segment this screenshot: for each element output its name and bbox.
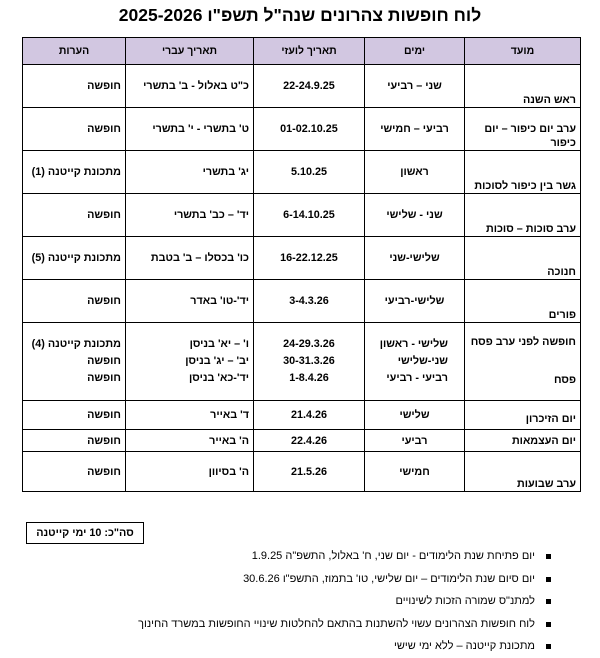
table-row — [23, 65, 581, 108]
table-row — [23, 280, 581, 323]
cell-notes: חופשה — [23, 452, 126, 492]
cell-moed: יום העצמאות — [465, 430, 581, 452]
summary-box: סה"כ: 10 ימי קייטנה — [26, 522, 144, 544]
bullet-icon — [546, 644, 551, 649]
cell-hebrew: כ"ט באלול - ב' בתשרי — [126, 65, 254, 108]
cell-notes: מתכונת קייטנה (5) — [23, 237, 126, 280]
cell-gregorian: 21.5.26 — [254, 452, 365, 492]
cell-days: ראשון — [365, 151, 465, 194]
cell-moed: יום הזיכרון — [465, 401, 581, 430]
cell-moed: גשר בין כיפור לסוכות — [465, 151, 581, 194]
list-item — [0, 545, 553, 568]
header-gregorian: תאריך לועזי — [254, 38, 365, 65]
list-item — [0, 635, 553, 658]
bullet-icon — [546, 554, 551, 559]
header-notes: הערות — [23, 38, 126, 65]
cell-line: 30-31.3.26 — [283, 355, 335, 367]
list-item-text: מתכונת קייטנה – ללא ימי שישי — [394, 640, 535, 652]
cell-line: 1-8.4.26 — [289, 372, 329, 384]
table-row — [23, 401, 581, 430]
cell-line: רביעי - רביעי — [386, 372, 448, 384]
cell-hebrew: יד' – כב' בתשרי — [126, 194, 254, 237]
cell-line: יב' – יג' בניסן — [185, 355, 249, 367]
cell-line: חופשה — [87, 355, 121, 367]
cell-hebrew: יד'-טו' באדר — [126, 280, 254, 323]
cell-moed: ערב סוכות – סוכות — [465, 194, 581, 237]
table-row-passover — [23, 323, 581, 401]
cell-line: שני-שלישי — [397, 355, 448, 367]
table-row — [23, 151, 581, 194]
cell-line: שלישי - ראשון — [379, 338, 448, 350]
cell-days: שלישי-רביעי — [365, 280, 465, 323]
cell-moed: ערב יום כיפור – יום כיפור — [465, 108, 581, 151]
table-row — [23, 108, 581, 151]
cell-line: ו' – יא' בניסן — [189, 338, 249, 350]
cell-gregorian — [254, 323, 365, 401]
cell-notes: חופשה — [23, 280, 126, 323]
cell-line: פסח — [553, 374, 576, 386]
cell-line: חופשה — [87, 372, 121, 384]
cell-line: 24-29.3.26 — [283, 338, 335, 350]
cell-gregorian: 22.4.26 — [254, 430, 365, 452]
cell-notes: חופשה — [23, 194, 126, 237]
cell-days: שני - שלישי — [365, 194, 465, 237]
cell-line: יד'-כא' בניסן — [188, 372, 249, 384]
list-item — [0, 590, 553, 613]
header-days: ימים — [365, 38, 465, 65]
list-item — [0, 613, 553, 636]
list-item — [0, 568, 553, 591]
header-moed: מועד — [465, 38, 581, 65]
table-row — [23, 237, 581, 280]
cell-moed: פורים — [465, 280, 581, 323]
page-title: לוח חופשות צהרונים שנה"ל תשפ"ו 2025-2026 — [118, 5, 482, 25]
bullet-icon — [546, 577, 551, 582]
cell-hebrew: ד' באייר — [126, 401, 254, 430]
table-header-row — [23, 38, 581, 65]
bullet-icon — [546, 599, 551, 604]
cell-moed — [465, 323, 581, 401]
cell-hebrew — [126, 323, 254, 401]
cell-hebrew: ה' בסיוון — [126, 452, 254, 492]
cell-gregorian: 22-24.9.25 — [254, 65, 365, 108]
cell-notes: מתכונת קייטנה (1) — [23, 151, 126, 194]
list-item-text: יום סיום שנת הלימודים – יום שלישי, טו' בתמוז, התשפ"ו 30.6.26 — [243, 572, 535, 585]
list-item-text: למתנ"ס שמורה הזכות לשינויים — [395, 595, 535, 607]
notes-list — [0, 545, 553, 658]
cell-days: שלישי — [365, 401, 465, 430]
list-item-text: לוח חופשות הצהרונים עשוי להשתנות בהתאם להחלטות שינויי החופשות במשרד החינוך — [138, 617, 535, 630]
cell-days — [365, 323, 465, 401]
cell-notes: חופשה — [23, 108, 126, 151]
table-row — [23, 430, 581, 452]
list-item-text: יום פתיחת שנת הלימודים - יום שני, ח' באלול, התשפ"ה 1.9.25 — [251, 550, 535, 562]
cell-gregorian: 01-02.10.25 — [254, 108, 365, 151]
cell-gregorian: 3-4.3.26 — [254, 280, 365, 323]
cell-notes: חופשה — [23, 401, 126, 430]
cell-notes: חופשה — [23, 430, 126, 452]
cell-days: רביעי – חמישי — [365, 108, 465, 151]
cell-hebrew: ט' בתשרי - י' בתשרי — [126, 108, 254, 151]
header-hebrew: תאריך עברי — [126, 38, 254, 65]
cell-hebrew: ה' באייר — [126, 430, 254, 452]
cell-moed: ראש השנה — [465, 65, 581, 108]
cell-line: חופשה לפני ערב פסח — [470, 336, 576, 348]
cell-days: שני – רביעי — [365, 65, 465, 108]
cell-moed: חנוכה — [465, 237, 581, 280]
cell-gregorian: 5.10.25 — [254, 151, 365, 194]
cell-days: שלישי-שני — [365, 237, 465, 280]
cell-line: מתכונת קייטנה (4) — [31, 338, 121, 350]
cell-days: רביעי — [365, 430, 465, 452]
cell-notes: חופשה — [23, 65, 126, 108]
table-row — [23, 452, 581, 492]
cell-line — [469, 352, 576, 371]
cell-notes — [23, 323, 126, 401]
cell-gregorian: 16-22.12.25 — [254, 237, 365, 280]
cell-gregorian: 6-14.10.25 — [254, 194, 365, 237]
cell-days: חמישי — [365, 452, 465, 492]
cell-moed: ערב שבועות — [465, 452, 581, 492]
holiday-table — [22, 37, 581, 492]
cell-gregorian: 21.4.26 — [254, 401, 365, 430]
table-row — [23, 194, 581, 237]
bullet-icon — [546, 622, 551, 627]
cell-hebrew: כו' בכסלו – ב' בטבת — [126, 237, 254, 280]
cell-hebrew: יג' בתשרי — [126, 151, 254, 194]
